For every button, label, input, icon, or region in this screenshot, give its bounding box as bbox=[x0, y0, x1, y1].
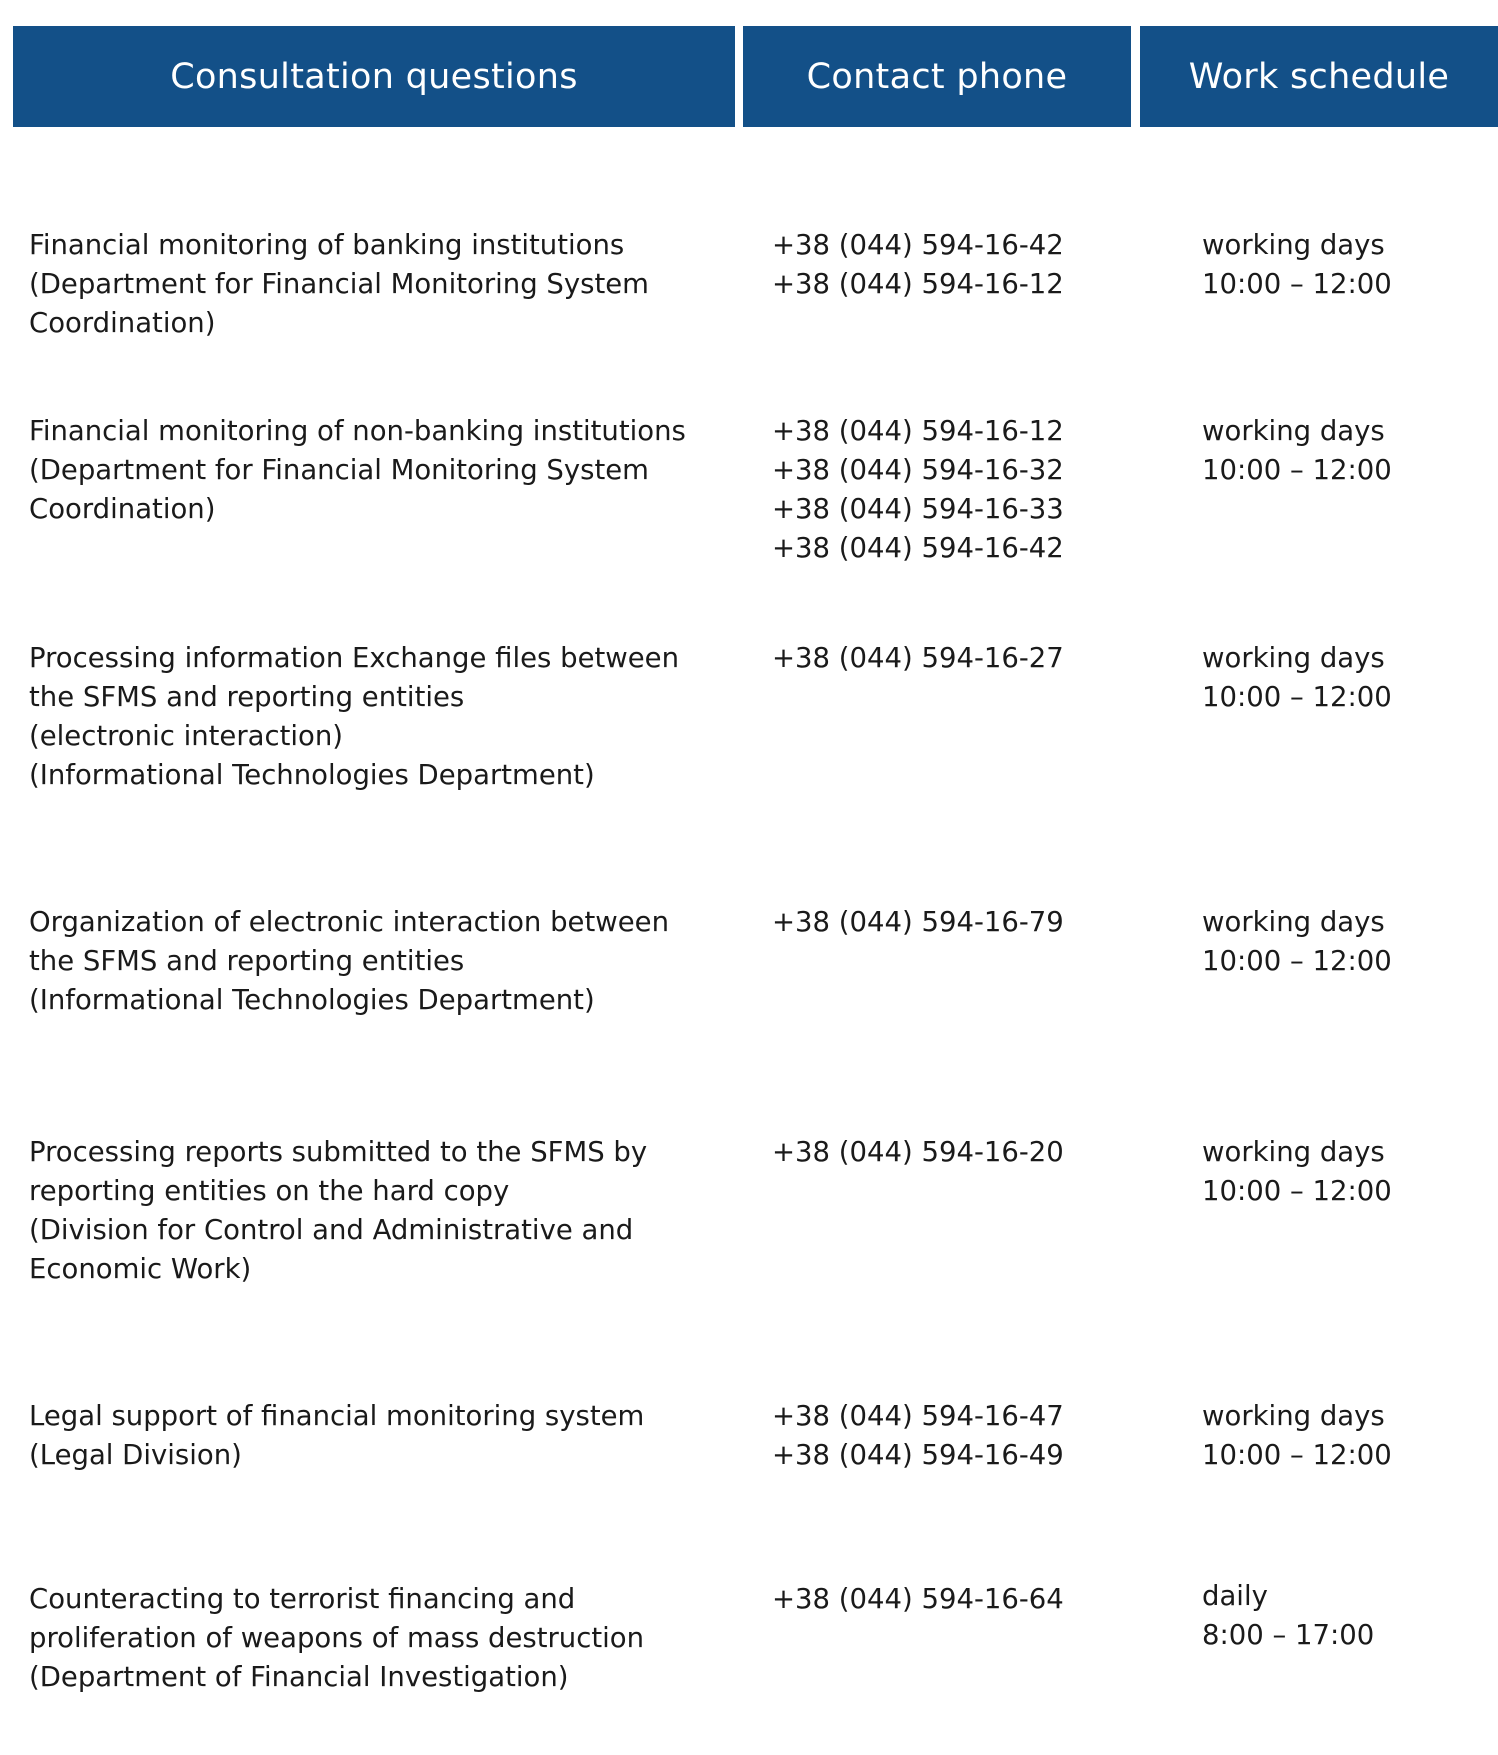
question-line: (Department for Financial Monitoring System bbox=[29, 454, 649, 486]
schedule-cell bbox=[1202, 1133, 1392, 1211]
schedule-hours: 10:00 – 12:00 bbox=[1202, 1175, 1392, 1207]
question-line: reporting entities on the hard copy bbox=[29, 1175, 510, 1207]
schedule-cell bbox=[1202, 226, 1392, 304]
phone-number[interactable]: +38 (044) 594-16-64 bbox=[772, 1583, 1064, 1615]
schedule-days: working days bbox=[1202, 642, 1385, 674]
schedule-cell bbox=[1202, 639, 1392, 717]
schedule-cell bbox=[1202, 903, 1392, 981]
question-line: Counteracting to terrorist financing and bbox=[29, 1583, 576, 1615]
phone-cell bbox=[772, 1133, 1064, 1172]
phone-number[interactable]: +38 (044) 594-16-27 bbox=[772, 642, 1064, 674]
schedule-cell bbox=[1202, 1397, 1392, 1475]
phone-number[interactable]: +38 (044) 594-16-47 bbox=[772, 1400, 1064, 1432]
schedule-days: working days bbox=[1202, 1136, 1385, 1168]
phone-cell bbox=[772, 639, 1064, 678]
question-line: Coordination) bbox=[29, 493, 216, 525]
question-line: (Legal Division) bbox=[29, 1439, 242, 1471]
phone-cell bbox=[772, 903, 1064, 942]
schedule-days: daily bbox=[1202, 1580, 1268, 1612]
question-cell bbox=[29, 903, 669, 1020]
phone-number[interactable]: +38 (044) 594-16-12 bbox=[772, 268, 1064, 300]
phone-cell bbox=[772, 1397, 1064, 1475]
schedule-cell bbox=[1202, 412, 1392, 490]
schedule-hours: 10:00 – 12:00 bbox=[1202, 454, 1392, 486]
phone-cell bbox=[772, 1580, 1064, 1619]
question-line: Processing reports submitted to the SFMS by bbox=[29, 1136, 648, 1168]
schedule-days: working days bbox=[1202, 229, 1385, 261]
question-cell bbox=[29, 1133, 647, 1289]
question-line: (Department for Financial Monitoring System bbox=[29, 268, 649, 300]
schedule-hours: 10:00 – 12:00 bbox=[1202, 681, 1392, 713]
schedule-hours: 10:00 – 12:00 bbox=[1202, 268, 1392, 300]
question-line: the SFMS and reporting entities bbox=[29, 945, 465, 977]
question-line: (Informational Technologies Department) bbox=[29, 984, 595, 1016]
question-line: Economic Work) bbox=[29, 1253, 252, 1285]
question-line: (Department of Financial Investigation) bbox=[29, 1661, 569, 1693]
question-cell bbox=[29, 1397, 644, 1475]
header-consultation-questions: Consultation questions bbox=[13, 26, 735, 127]
question-line: Processing information Exchange files between bbox=[29, 642, 680, 674]
question-line: Financial monitoring of non-banking institutions bbox=[29, 415, 686, 447]
schedule-days: working days bbox=[1202, 1400, 1385, 1432]
phone-number[interactable]: +38 (044) 594-16-12 bbox=[772, 415, 1064, 447]
phone-number[interactable]: +38 (044) 594-16-42 bbox=[772, 229, 1064, 261]
question-line: (Division for Control and Administrative and bbox=[29, 1214, 634, 1246]
schedule-days: working days bbox=[1202, 415, 1385, 447]
question-line: Organization of electronic interaction between bbox=[29, 906, 670, 938]
question-cell bbox=[29, 226, 649, 343]
question-line: Legal support of financial monitoring system bbox=[29, 1400, 645, 1432]
question-cell bbox=[29, 639, 679, 795]
phone-cell bbox=[772, 226, 1064, 304]
phone-number[interactable]: +38 (044) 594-16-33 bbox=[772, 493, 1064, 525]
question-cell bbox=[29, 412, 686, 529]
phone-number[interactable]: +38 (044) 594-16-79 bbox=[772, 906, 1064, 938]
phone-number[interactable]: +38 (044) 594-16-49 bbox=[772, 1439, 1064, 1471]
phone-number[interactable]: +38 (044) 594-16-42 bbox=[772, 532, 1064, 564]
question-line: (Informational Technologies Department) bbox=[29, 759, 595, 791]
header-contact-phone: Contact phone bbox=[743, 26, 1131, 127]
question-line: the SFMS and reporting entities bbox=[29, 681, 465, 713]
phone-number[interactable]: +38 (044) 594-16-32 bbox=[772, 454, 1064, 486]
phone-cell bbox=[772, 412, 1064, 568]
question-line: Financial monitoring of banking institutions bbox=[29, 229, 625, 261]
schedule-hours: 8:00 – 17:00 bbox=[1202, 1619, 1375, 1651]
question-line: proliferation of weapons of mass destruction bbox=[29, 1622, 645, 1654]
question-cell bbox=[29, 1580, 644, 1697]
schedule-hours: 10:00 – 12:00 bbox=[1202, 945, 1392, 977]
schedule-days: working days bbox=[1202, 906, 1385, 938]
phone-number[interactable]: +38 (044) 594-16-20 bbox=[772, 1136, 1064, 1168]
header-work-schedule: Work schedule bbox=[1140, 26, 1498, 127]
question-line: (electronic interaction) bbox=[29, 720, 344, 752]
question-line: Coordination) bbox=[29, 307, 216, 339]
schedule-hours: 10:00 – 12:00 bbox=[1202, 1439, 1392, 1471]
schedule-cell bbox=[1202, 1577, 1374, 1655]
